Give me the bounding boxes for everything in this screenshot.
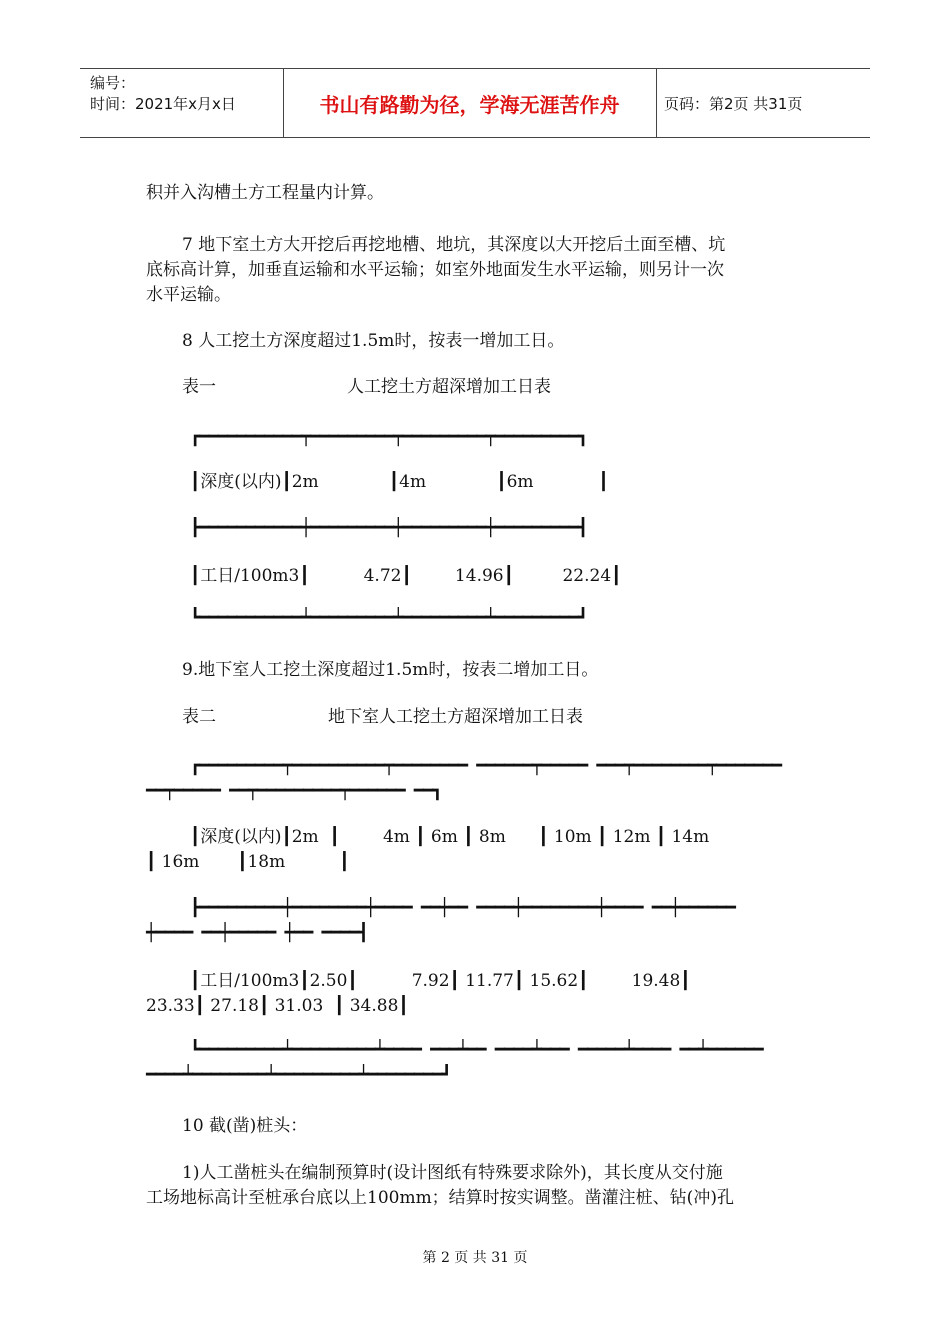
table-2-bottom-border-cont: ━━━━┷━━━━━━━━┷━━━━━━━━━┷━━━━━━━━┛ (146, 1065, 451, 1085)
paragraph-6-line-2: 工场地标高计至桩承台底以上100mm；结算时按实调整。凿灌注桩、钻(冲)孔 (146, 1188, 734, 1208)
table-2-label: 表二 (182, 707, 216, 727)
table-1-mid-border: ┣━━━━━━━━━━━┿━━━━━━━━━┿━━━━━━━━━┿━━━━━━━━━┫ (190, 518, 588, 538)
table-2-title: 地下室人工挖土方超深增加工日表 (328, 707, 583, 727)
table-2-header-row-cont: ┃ 16m ┃18m ┃ (146, 852, 350, 872)
page-footer: 第 2 页 共 31 页 (422, 1250, 528, 1266)
table-1-title: 人工挖土方超深增加工日表 (347, 377, 551, 397)
paragraph-5: 10 截(凿)桩头： (182, 1116, 308, 1136)
table-1-header-row: ┃深度(以内)┃2m ┃4m ┃6m ┃ (190, 472, 609, 492)
table-2-data-row: ┃工日/100m3┃2.50┃ 7.92┃ 11.77┃ 15.62┃ 19.48┃ (190, 971, 691, 991)
paragraph-4: 9.地下室人工挖土深度超过1.5m时，按表二增加工日。 (182, 660, 599, 680)
time-label: 时间：2021年x月x日 (90, 95, 236, 113)
paragraph-2-line-2: 底标高计算，加垂直运输和水平运输；如室外地面发生水平运输，则另计一次 (146, 260, 724, 280)
table-1-top-border: ┏━━━━━━━━━━━┯━━━━━━━━━┯━━━━━━━━━┯━━━━━━━━━┓ (190, 427, 588, 447)
table-1-bottom-border: ┗━━━━━━━━━━━┷━━━━━━━━━┷━━━━━━━━━┷━━━━━━━━━┛ (190, 608, 588, 628)
table-2-bottom-border: ┗━━━━━━━━━┷━━━━━━━━━┷━━━━ ━━━┷━━ ━━━━┷━━━ ━━━━━┷━━━━ ━━┷━━━━━━ (190, 1040, 763, 1060)
table-2-header-row: ┃深度(以内)┃2m ┃ 4m ┃ 6m ┃ 8m ┃ 10m ┃ 12m ┃ 14m (190, 827, 710, 847)
table-1-label: 表一 (182, 377, 216, 397)
page-header (80, 68, 870, 138)
paragraph-6-line-1: 1)人工凿桩头在编制预算时(设计图纸有特殊要求除外)，其长度从交付施 (182, 1163, 723, 1183)
table-2-top-border: ┏━━━━━━━━━┯━━━━━━━━━━┯━━━━━━━━ ━━━━━━┯━━━━━ ━━━┯━━━━━━━━┯━━━━━━━ (190, 756, 782, 776)
table-2-top-border-cont: ━━┯━━━━━ ━━┯━━━━━━━━━┯━━━━━━ ━━┓ (146, 781, 442, 801)
paragraph-3: 8 人工挖土方深度超过1.5m时，按表一增加工日。 (182, 331, 565, 351)
header-meta (90, 73, 236, 115)
paragraph-2-line-1: 7 地下室土方大开挖后再挖地槽、地坑，其深度以大开挖后土面至槽、坑 (182, 235, 726, 255)
number-label: 编号： (90, 74, 136, 92)
page-number-label: 页码：第2页 共31页 (664, 94, 803, 113)
header-divider (656, 69, 657, 137)
paragraph-2-line-3: 水平运输。 (146, 285, 231, 305)
paragraph-1: 积并入沟槽土方工程量内计算。 (146, 183, 384, 203)
header-motto: 书山有路勤为径，学海无涯苦作舟 (319, 92, 620, 117)
table-2-mid-border: ┣━━━━━━━━━┿━━━━━━━━┿━━━━ ━━┿━━ ━━━━┿━━━━━━━━┿━━━━ ━━┿━━━━━━ (190, 898, 735, 918)
table-2-data-row-cont: 23.33┃ 27.18┃ 31.03 ┃ 34.88┃ (146, 996, 409, 1016)
table-2-mid-border-cont: ┿━━━━ ━━┿━━━━━ ┿━━ ━━━━┫ (146, 923, 368, 943)
table-1-data-row: ┃工日/100m3┃ 4.72┃ 14.96┃ 22.24┃ (190, 566, 622, 586)
